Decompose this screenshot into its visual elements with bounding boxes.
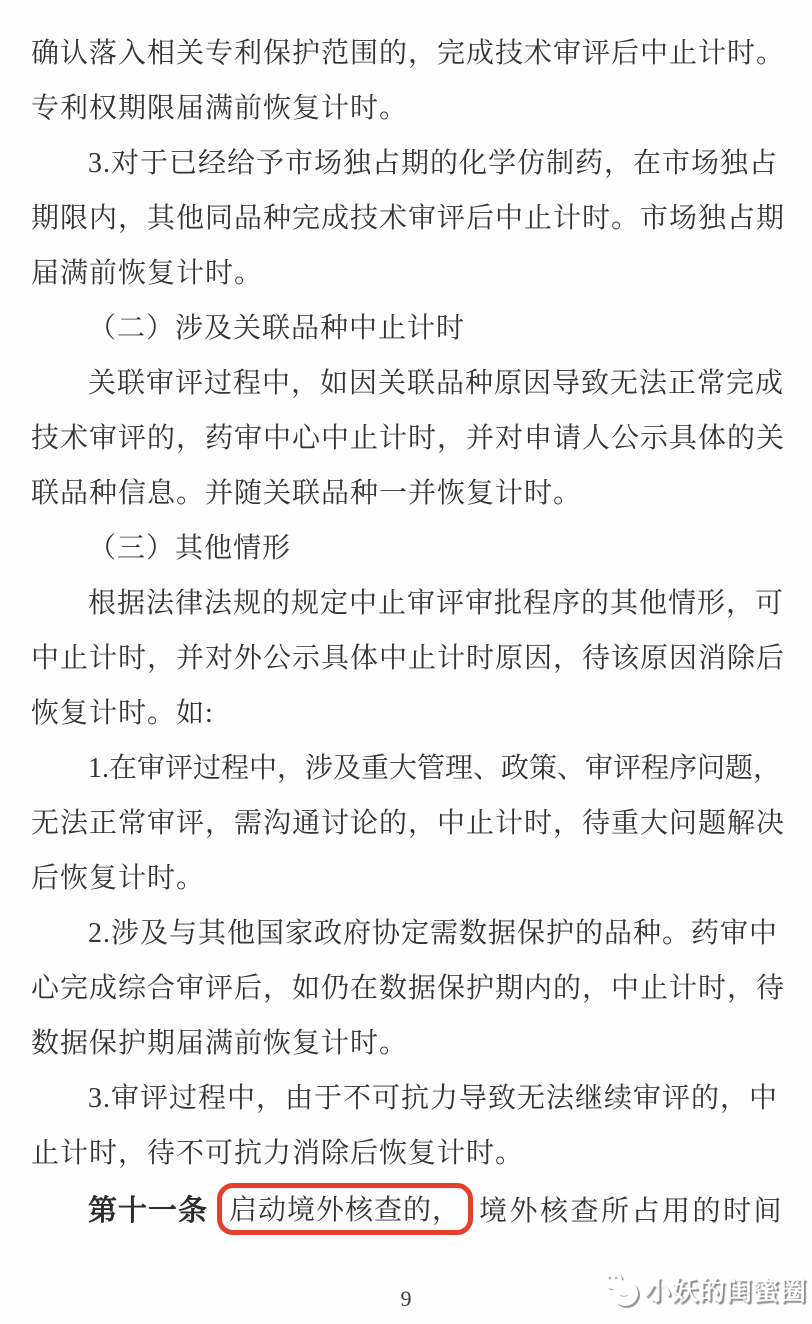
text-line: 止计时，待不可抗力消除后恢复计时。 <box>31 1138 525 1169</box>
red-highlight-box <box>217 1183 473 1235</box>
text-line: 后恢复计时。 <box>31 863 206 894</box>
text-line: 心完成综合审评后，如仍在数据保护期内的，中止计时，待 <box>31 973 786 1004</box>
text-line: 技术审评的，药审中心中止计时，并对申请人公示具体的关 <box>31 423 786 454</box>
text-line: 无法正常审评，需沟通讨论的，中止计时，待重大问题解决 <box>31 808 786 839</box>
text-line: 3.审评过程中，由于不可抗力导致无法继续审评的，中 <box>88 1083 779 1114</box>
text-line: （二）涉及关联品种中止计时 <box>88 313 466 344</box>
text-line: 届满前恢复计时。 <box>31 258 264 289</box>
text-line: （三）其他情形 <box>88 533 292 564</box>
article-line <box>31 1181 783 1236</box>
text-line: 联品种信息。并随关联品种一并恢复计时。 <box>31 478 583 509</box>
text-line: 恢复计时。如: <box>31 698 214 729</box>
text-line: 中止计时，并对外公示具体中止计时原因，待该原因消除后 <box>31 643 786 674</box>
text-line: 关联审评过程中，如因关联品种原因导致无法正常完成 <box>88 368 785 399</box>
document-body <box>31 26 786 1236</box>
article-number-label: 第十一条 <box>88 1195 209 1227</box>
text-line: 1.在审评过程中，涉及重大管理、政策、审评程序问题， <box>88 753 782 784</box>
watermark <box>602 1268 807 1310</box>
page-number: 9 <box>400 1286 412 1311</box>
text-line: 专利权期限届满前恢复计时。 <box>31 93 409 124</box>
text-line: 根据法律法规的规定中止审评审批程序的其他情形，可 <box>88 588 785 619</box>
watermark-logo-icon <box>602 1268 642 1310</box>
text-line: 期限内，其他同品种完成技术审评后中止计时。市场独占期 <box>31 203 786 234</box>
text-line: 确认落入相关专利保护范围的，完成技术审评后中止计时。 <box>31 38 786 69</box>
watermark-text: 小妖的闺蜜圈 <box>644 1275 807 1306</box>
highlighted-phrase: 启动境外核查的， <box>229 1194 462 1226</box>
article-text: 境外核查所占用的时间 <box>479 1195 785 1227</box>
text-line: 数据保护期届满前恢复计时。 <box>31 1028 409 1059</box>
text-line: 2.涉及与其他国家政府协定需数据保护的品种。药审中 <box>88 918 779 949</box>
text-line: 3.对于已经给予市场独占期的化学仿制药，在市场独占 <box>88 148 779 179</box>
